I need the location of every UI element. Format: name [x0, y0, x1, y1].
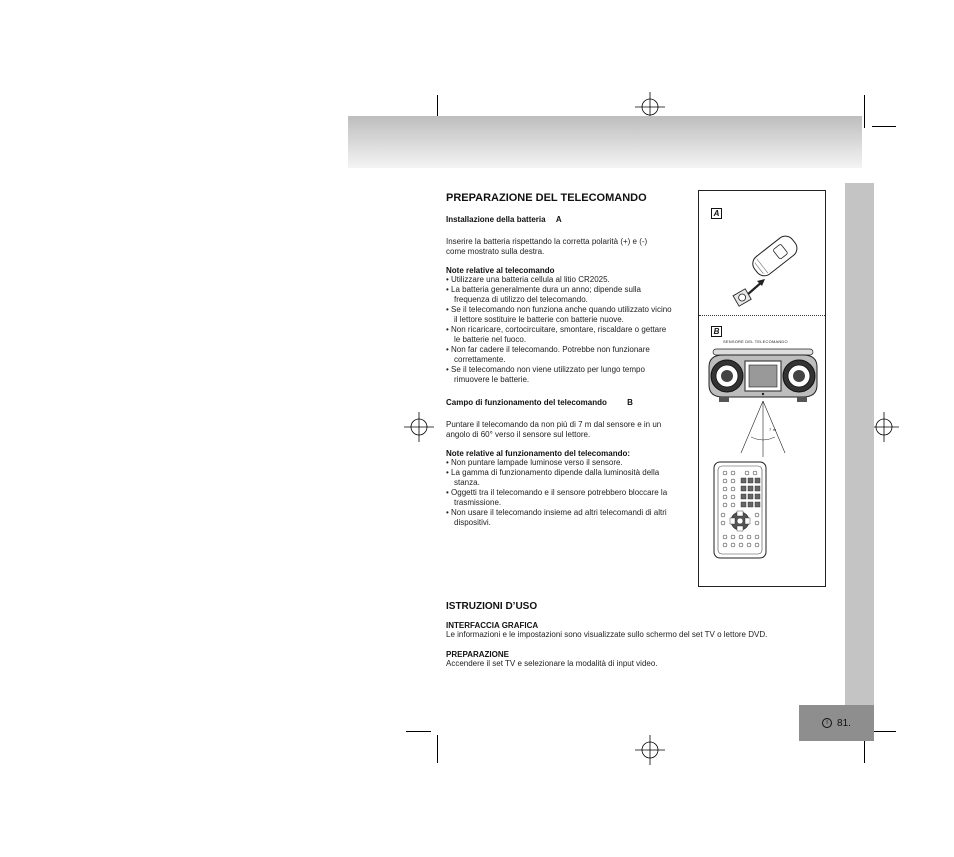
- battery-heading: Installazione della batteria A: [446, 215, 562, 224]
- crop-mark: [872, 731, 896, 732]
- prep-heading: PREPARAZIONE: [446, 650, 509, 659]
- prep-text: Accendere il set TV e selezionare la modalità di input video.: [446, 659, 658, 668]
- figure-label-b: B: [711, 326, 722, 337]
- crop-mark: [864, 95, 865, 128]
- list-item: • Non usare il telecomando insieme ad altri telecomandi di altri dispositivi.: [446, 508, 676, 528]
- notes-heading: Note relative al telecomando: [446, 266, 555, 275]
- list-item: • Non far cadere il telecomando. Potrebbe non funzionare correttamente.: [446, 345, 672, 365]
- range-ref: B: [627, 398, 633, 407]
- crop-mark: [406, 731, 431, 732]
- usage-section: [446, 601, 826, 669]
- list-item: • Se il telecomando non funziona anche quando utilizzato vicino il lettore sostituire le batterie con batterie nuove.: [446, 305, 674, 325]
- battery-ref: A: [555, 215, 562, 224]
- page-number: 81.: [837, 717, 851, 729]
- distance-label: 7 m: [769, 427, 777, 432]
- sensor-caption: SENSORE DEL TELECOMANDO: [723, 339, 788, 344]
- player-illustration: [705, 345, 821, 405]
- range-heading: Campo di funzionamento del telecomando B: [446, 398, 633, 407]
- list-item: • Utilizzare una batteria cellula al litio CR2025.: [446, 275, 674, 285]
- range-text: Puntare il telecomando da non più di 7 m dal sensore e in un angolo di 60° verso il sensore sul lettore.: [446, 420, 662, 439]
- registration-mark-bottom: [635, 735, 665, 765]
- list-item: • La gamma di funzionamento dipende dalla luminosità della stanza.: [446, 468, 676, 488]
- list-item: • Non ricaricare, cortocircuitare, smontare, riscaldare o gettare le batterie nel fuoco.: [446, 325, 674, 345]
- side-tab: [845, 183, 874, 708]
- battery-text: Inserire la batteria rispettando la corretta polarità (+) e (-) come mostrato sulla destra.: [446, 237, 648, 256]
- op-notes-heading: Note relative al funzionamento del telecomando:: [446, 449, 631, 458]
- battery-illustration: [729, 233, 809, 313]
- gui-text: Le informazioni e le impostazioni sono visualizzate sullo schermo del set TV o lettore DVD.: [446, 630, 768, 639]
- figure-divider: [699, 315, 825, 316]
- op-notes-list: [446, 458, 676, 528]
- gui-heading: INTERFACCIA GRAFICA: [446, 621, 539, 630]
- section-title: PREPARAZIONE DEL TELECOMANDO: [446, 192, 647, 204]
- crop-mark: [437, 735, 438, 763]
- remote-illustration: [713, 461, 767, 559]
- crop-mark: [872, 126, 896, 127]
- figure-label-a: A: [711, 208, 722, 219]
- figure-box: [698, 190, 826, 587]
- language-mark-icon: I: [822, 718, 832, 728]
- registration-mark-left: [404, 412, 434, 442]
- remote-section: [446, 192, 674, 528]
- header-band: [348, 116, 862, 168]
- notes-list: [446, 275, 674, 385]
- usage-title: ISTRUZIONI D’USO: [446, 601, 538, 612]
- list-item: • Non puntare lampade luminose verso il sensore.: [446, 458, 676, 468]
- list-item: • La batteria generalmente dura un anno; dipende sulla frequenza di utilizzo del telecomando.: [446, 285, 666, 305]
- list-item: • Oggetti tra il telecomando e il sensore potrebbero bloccare la trasmissione.: [446, 488, 676, 508]
- list-item: • Se il telecomando non viene utilizzato per lungo tempo rimuovere le batterie.: [446, 365, 662, 385]
- page-number-tab: [799, 705, 874, 741]
- range-diagram: [719, 401, 799, 459]
